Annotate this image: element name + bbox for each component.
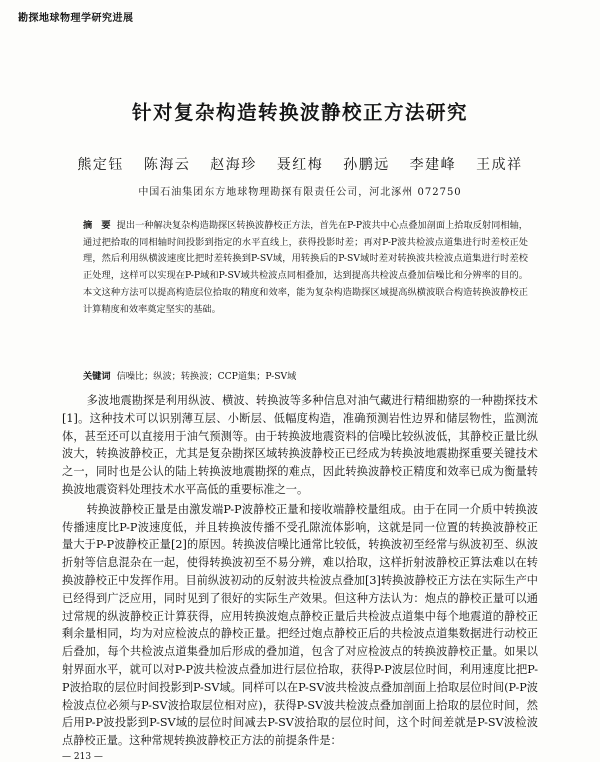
author-name: 陈海云 <box>143 157 191 173</box>
abstract-label: 摘 要 <box>83 220 111 231</box>
author-name: 赵海珍 <box>210 157 257 173</box>
author-name: 孙鹏远 <box>343 157 390 173</box>
author-list <box>0 154 600 174</box>
body-text <box>62 392 538 750</box>
abstract <box>83 218 528 318</box>
affiliation: 中国石油集团东方地球物理勘探有限责任公司，河北涿州 072750 <box>138 187 462 198</box>
keywords <box>83 368 528 382</box>
abstract-text: 提出一种解决复杂构造勘探区转换波静校正方法，首先在P-P波共中心点叠加剖面上拾取反射同相轴，通过把拾取的同相轴时间投影到指定的水平直线上，获得投影时差；再对P-P波共检波点道集进行时差校正处理，然后利用纵横波速度比把时差转换到P-SV域，用转换后的P-SV域时差对转换波共检波点道集进行时差校正处理，这样可以实现在P-P域和P-SV域共检波点同相叠加，达到提高共检波点叠加信噪比和分辨率的目的。本文这种方法可以提高构造层位拾取的精度和效率，能为复杂构造勘探区域提高纵横波联合构造转换波静校正计算精度和效率奠定坚实的基础。 <box>83 220 528 315</box>
paper-title: 针对复杂构造转换波静校正方法研究 <box>131 101 468 124</box>
author-name: 聂红梅 <box>276 157 324 173</box>
author-name: 熊定钰 <box>77 157 124 173</box>
keywords-text: 信噪比；纵波；转换波；CCP道集；P-SV域 <box>116 371 297 382</box>
paragraph: 多波地震勘探是利用纵波、横波、转换波等多种信息对油气藏进行精细勘察的一种勘探技术[1]。这种技术可以识别薄互层、小断层、低幅度构造，准确预测岩性边界和储层物性，监测流体，甚至还可以直接用于油气预测等。由于转换波地震资料的信噪比较纵波低，其静校正量比纵波大，转换波静校正，尤其是复杂勘探区域转换波静校正已经成为转换波地震勘探重要关键技术之一，同时也是公认的陆上转换波地震勘探的难点，因此转换波静校正精度和效率已成为衡量转换波地震资料处理技术水平高低的重要标准之一。 <box>62 394 538 496</box>
page-number: — 213 — <box>62 752 103 762</box>
paragraph: 转换波静校正量是由激发端P-P波静校正量和接收端静校量组成。由于在同一介质中转换波传播速度比P-P波速度低，并且转换波传播不受孔隙流体影响，这就是同一位置的转换波静校正量大于P-P波静校正量[2]的原因。转换波信噪比通常比较低，转换波初至经常与纵波初至、纵波折射等信息混杂在一起，使得转换波初至不易分辨，难以拾取，这样折射波静校正算法难以在转换波静校正中发挥作用。目前纵波初动的反射波共检波点叠加[3]转换波静校正方法在实际生产中已经得到广泛应用，同时见到了很好的实际生产效果。但这种方法认为：炮点的静校正量可以通过常规的纵波静校正计算获得，应用转换波炮点静校正量后共检波点道集中每个地震道的静校正剩余量相同，均为对应检波点的静校正量。把经过炮点静校正后的共检波点道集数据进行动校正后叠加，每个共检波点道集叠加后形成的叠加道，包含了对应检波点的转换波静校正量。如果以射界面水平，就可以对P-P波共检波点叠加进行层位拾取，获得P-P波层位时间，利用速度比把P-P波拾取的层位时间投影到P-SV域。同样可以在P-SV波共检波点叠加剖面上拾取层位时间(P-P波检波点位必须与P-SV波拾取层位相对应)，获得P-SV波共检波点叠加剖面上拾取的层位时间，然后用P-P波投影到P-SV域的层位时间减去P-SV波拾取的层位时间，这个时间差就是P-SV波检波点静校正量。这种常规转换波静校正方法的前提条件是： <box>62 502 538 748</box>
journal-header: 勘探地球物理学研究进展 <box>18 13 134 24</box>
author-name: 王成祥 <box>476 157 523 173</box>
author-name: 李建峰 <box>409 157 457 173</box>
keywords-label: 关键词 <box>83 371 111 382</box>
